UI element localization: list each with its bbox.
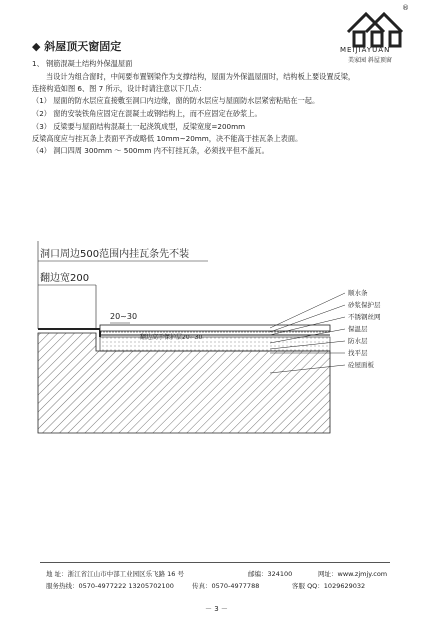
legend-item-5: 找平层	[348, 349, 368, 357]
list-item-3a: （3） 反梁要与屋面结构混凝土一起浇筑成型，反梁宽度=200mm	[32, 122, 246, 131]
footer-qq: 客服 QQ：1029629032	[292, 582, 366, 590]
registered-mark: ®	[402, 4, 409, 12]
footer-fax: 传真：0570-4977788	[192, 582, 260, 590]
legend-item-2: 不锈钢丝网	[348, 313, 381, 321]
roof-window-section-diagram	[30, 233, 390, 443]
paragraph-1: 当设计为组合窗时，中间要布置钢梁作为支撑结构，屋面为外保温屋面时，结构板上要设置反梁，	[46, 72, 356, 81]
footer-website: 网址：www.zjmjy.com	[318, 570, 388, 578]
list-item-4: （4） 洞口四周 300mm ～ 500mm 内不钉挂瓦条，必须找平但不盖瓦。	[32, 146, 269, 155]
legend-item-1: 砂浆保护层	[348, 301, 381, 309]
footer-divider	[40, 562, 390, 563]
legend-item-3: 保温层	[348, 325, 368, 333]
heading-1: 1、 钢筋混凝土结构外保温屋面	[32, 59, 133, 68]
legend-item-4: 防水层	[348, 337, 368, 345]
list-item-3b: 反梁高度应与挂瓦条上表面平齐或略低 10mm~20mm，决不能高于挂瓦条上表面。	[32, 134, 303, 143]
footer-hotline: 服务热线：0570-4977222 13205702100	[46, 582, 174, 590]
list-item-1: （1） 屋面的防水层应直接敷至洞口内边缘，窗的防水层应与屋面防水层紧密粘贴在一起。	[32, 96, 320, 105]
diagram-label-edge: 翻边宽200	[40, 273, 90, 284]
legend-item-6: 砼屋面板	[348, 361, 374, 369]
list-item-2: （2） 窗的安装铁角应固定在混凝土或钢结构上，而不应固定在砂浆上。	[32, 109, 262, 118]
paragraph-2: 连接构造如图 6、图 7 所示，设计时请注意以下几点：	[32, 84, 207, 93]
footer-postcode: 邮编：324100	[248, 570, 293, 578]
diagram-label-gap: 20~30	[110, 312, 138, 321]
page-number: － 3 －	[205, 605, 228, 613]
section-title: ◆ 斜屋顶天窗固定	[32, 40, 122, 53]
diagram-label-top: 洞口周边500范围内挂瓦条先不装	[40, 249, 190, 260]
diamond-bullet-icon: ◆	[32, 40, 45, 53]
diagram-label-protect: 翻边高于保护层20~30	[140, 334, 203, 341]
footer-address: 地 址：浙江省江山市中部工业园区乐飞路 16 号	[46, 570, 184, 578]
legend-item-0: 顺水条	[348, 289, 368, 297]
logo-brand-cn: 美家园 斜屋顶窗	[348, 57, 392, 64]
logo-brand-en: MEIJIAYUAN	[340, 46, 391, 54]
